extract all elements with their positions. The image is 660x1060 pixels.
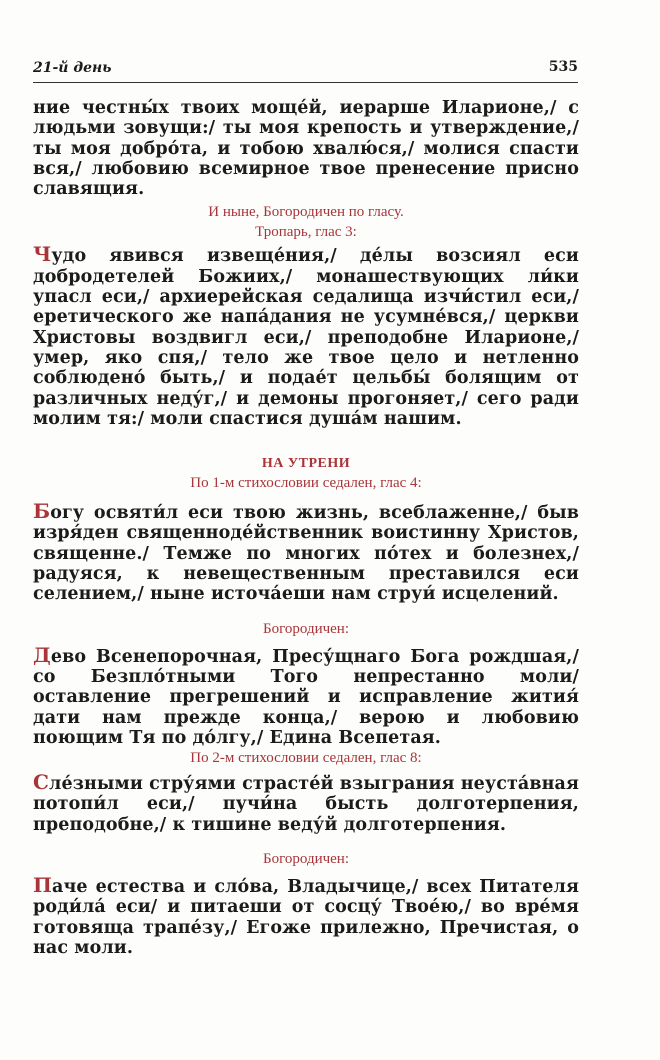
drop-initial: Б bbox=[33, 499, 51, 524]
section-title-matins: НА УТРЕНИ bbox=[261, 456, 351, 472]
drop-initial: Д bbox=[33, 642, 51, 667]
drop-initial: Ч bbox=[33, 242, 52, 267]
page-number: 535 bbox=[548, 59, 578, 75]
theotokion-1-paragraph bbox=[33, 642, 579, 748]
page-body bbox=[33, 98, 579, 958]
theotokion-2-text: аче естества и сло́ва, Владычице,/ всех Питателя роди́ла́ еси/ и питаеши от сосцу́ Твое́ю,/ во вре́мя готовяща трапе́зу,/ Егоже прилежно, Пречистая, о нас моли. bbox=[33, 877, 579, 958]
rubric-troparion: Тропарь, глас 3: bbox=[255, 224, 357, 241]
sedalen-1-paragraph bbox=[33, 501, 579, 604]
sedalen-2-text: ле́зными стру́ями страсте́й взыграния неуста́вная потопи́л еси,/ пучи́на бысть долготерпения, преподобне,/ к тишине веду́й долготерпения. bbox=[33, 774, 579, 835]
header-day-label: 21-й день bbox=[33, 60, 112, 76]
rubric-and-now: И ныне, Богородичен по гласу. bbox=[208, 204, 404, 221]
rubric-sedalen-1: По 1-м стихословии седален, глас 4: bbox=[190, 475, 422, 492]
rubric-sedalen-2: По 2-м стихословии седален, глас 8: bbox=[190, 750, 422, 767]
troparion-paragraph bbox=[33, 244, 579, 429]
drop-initial: С bbox=[33, 770, 50, 795]
rubric-theotokion-2: Богородичен: bbox=[262, 851, 349, 868]
sedalen-1-text: огу освяти́л еси твою жизнь, всеблаженне,/ быв изря́ден священноде́йственник воистинну Христов, священне./ Темже по многих по́тех и болезнех,/ радуяся, к невещественным преставился еси селением,/ ныне источа́еши нам струи́ исцелений. bbox=[33, 503, 579, 605]
drop-initial: П bbox=[33, 873, 52, 898]
theotokion-2-paragraph bbox=[33, 875, 579, 958]
sedalen-2-paragraph bbox=[33, 772, 579, 835]
troparion-text: удо явився извеще́ния,/ де́лы возсиял еси добродетелей Божиих,/ монашествующих ли́ки упасл еси,/ архиерейская седалища изчи́стил еси,/ еретического же напа́дания не усумне́вся,/ церкви Христовы воздвигл еси,/ преподобне Иларионе,/ умер, яко спя,/ тело же твое цело и нетленно соблюдено́ быть,/ и подае́т цельбы́ болящим от различных неду́г,/ и демоны прогоняет,/ сего ради молим тя:/ моли спастися душа́м нашим. bbox=[33, 246, 579, 429]
continuation-paragraph: ние честны́х твоих моще́й, иерарше Иларионе,/ с людьми зовущи:/ ты моя крепость и утверждение,/ ты моя добро́та, и тобою хвалю́ся,/ молися спасти вся,/ любовию всемирное твое пренесение присно славящия. bbox=[33, 98, 579, 200]
running-header bbox=[33, 56, 578, 83]
rubric-theotokion-1: Богородичен: bbox=[262, 620, 349, 637]
theotokion-1-text: ево Всенепорочная, Пресу́щнаго Бога рождшая,/ со Безпло́тными Того непрестанно моли/ оставление прегрешений и исправление жития́ дати нам прежде конца,/ верою и любовию поющим Тя по до́лгу,/ Едина Всепетая. bbox=[33, 646, 579, 748]
